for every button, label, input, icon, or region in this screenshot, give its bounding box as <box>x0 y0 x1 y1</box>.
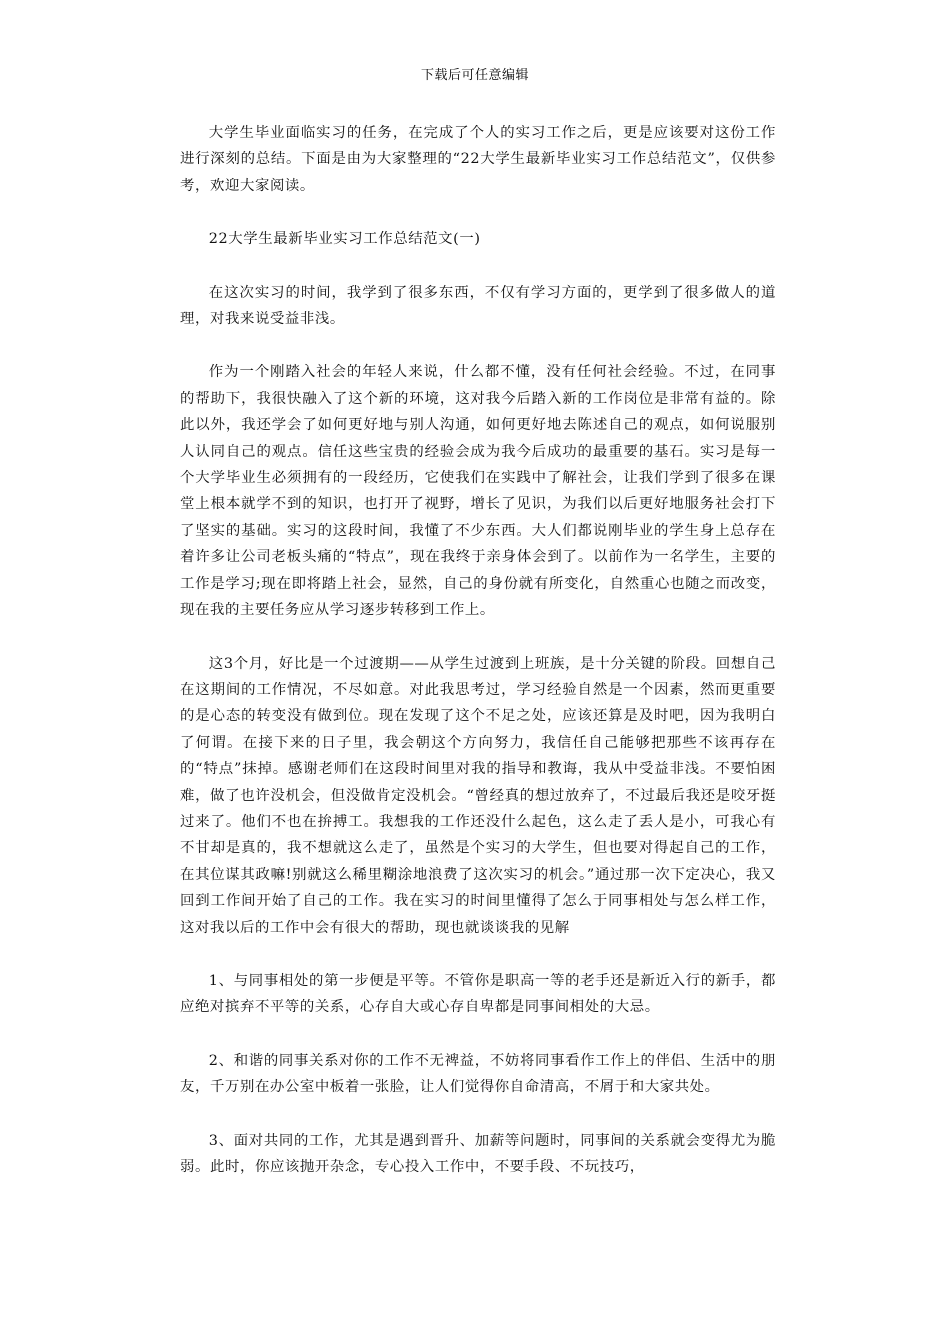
intro-paragraph: 大学生毕业面临实习的任务，在完成了个人的实习工作之后，更是应该要对这份工作进行深刻的总结。下面是由为大家整理的“22大学生最新毕业实习工作总结范文”，仅供参考，欢迎大家阅读。 <box>180 125 776 194</box>
body-paragraph: 作为一个刚踏入社会的年轻人来说，什么都不懂，没有任何社会经验。不过，在同事的帮助下，我很快融入了这个新的环境，这对我今后踏入新的工作岗位是非常有益的。除此以外，我还学会了如何更好地与别人沟通，如何更好地去陈述自己的观点，如何说服别人认同自己的观点。信任这些宝贵的经验会成为我今后成功的最重要的基石。实习是每一个大学毕业生必须拥有的一段经历，它使我们在实践中了解社会，让我们学到了很多在课堂上根本就学不到的知识，也打开了视野，增长了见识，为我们以后更好地服务社会打下了坚实的基础。实习的这段时间，我懂了不少东西。大人们都说刚毕业的学生身上总存在着许多让公司老板头痛的“特点”，现在我终于亲身体会到了。以前作为一名学生，主要的工作是学习;现在即将踏上社会，显然，自己的身份就有所变化，自然重心也随之而改变，现在我的主要任务应从学习逐步转移到工作上。 <box>180 364 776 619</box>
list-item-paragraph: 1、与同事相处的第一步便是平等。不管你是职高一等的老手还是新近入行的新手，都应绝对摈弃不平等的关系，心存自大或心存自卑都是同事间相处的大忌。 <box>180 972 776 1016</box>
list-item-paragraph: 2、和谐的同事关系对你的工作不无裨益，不妨将同事看作工作上的伴侣、生活中的朋友，千万别在办公室中板着一张脸，让人们觉得你自命清高，不屑于和大家共处。 <box>180 1052 776 1096</box>
body-paragraph: 在这次实习的时间，我学到了很多东西，不仅有学习方面的，更学到了很多做人的道理，对我来说受益非浅。 <box>180 284 776 328</box>
document-body <box>180 120 776 1207</box>
page-header: 下载后可任意编辑 <box>420 68 529 83</box>
body-paragraph: 这3个月，好比是一个过渡期——从学生过渡到上班族，是十分关键的阶段。回想自己在这期间的工作情况，不尽如意。对此我思考过，学习经验自然是一个因素，然而更重要的是心态的转变没有做到位。现在发现了这个不足之处，应该还算是及时吧，因为我明白了何谓。在接下来的日子里，我会朝这个方向努力，我信任自己能够把那些不该再存在的“特点”抹掉。感谢老师们在这段时间里对我的指导和教诲，我从中受益非浅。不要怕困难，做了也许没机会，但没做肯定没机会。“曾经真的想过放弃了，不过最后我还是咬牙挺过来了。他们不也在拚搏工。我想我的工作还没什么起色，这么走了丢人是小，可我心有不甘却是真的，我不想就这么走了，虽然是个实习的大学生，但也要对得起自己的工作，在其位谋其政嘛!别就这么稀里糊涂地浪费了这次实习的机会。”通过那一次下定决心，我又回到工作间开始了自己的工作。我在实习的时间里懂得了怎么于同事相处与怎么样工作，这对我以后的工作中会有很大的帮助，现也就谈谈我的见解 <box>180 655 776 936</box>
section-heading: 22大学生最新毕业实习工作总结范文(一) <box>208 231 481 248</box>
list-item-paragraph: 3、面对共同的工作，尤其是遇到晋升、加薪等问题时，同事间的关系就会变得尤为脆弱。此时，你应该抛开杂念，专心投入工作中，不要手段、不玩技巧， <box>180 1132 776 1175</box>
